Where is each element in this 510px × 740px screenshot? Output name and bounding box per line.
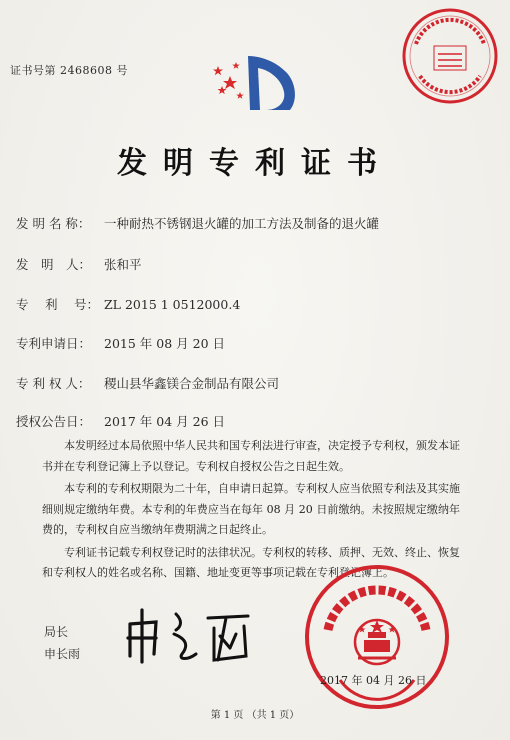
field-patentee bbox=[16, 374, 279, 392]
field-patent-number bbox=[16, 295, 240, 313]
certificate-number-label: 证书号第 bbox=[10, 64, 56, 77]
field-label: 发 明 人： bbox=[16, 257, 92, 272]
field-value: ZL 2015 1 0512000.4 bbox=[104, 297, 241, 312]
director-name: 申长雨 bbox=[44, 647, 81, 661]
field-label: 专利申请日： bbox=[16, 336, 92, 351]
field-label: 专 利 权 人： bbox=[16, 376, 91, 391]
issue-date: 2017 年 04 月 26 日 bbox=[320, 674, 427, 687]
field-grant-date bbox=[16, 412, 225, 430]
field-label: 授权公告日： bbox=[16, 414, 92, 429]
body-paragraph-1: 本发明经过本局依照中华人民共和国专利法进行审查，决定授予专利权，颁发本证书并在专利登记簿上予以登记。专利权自授权公告之日起生效。 bbox=[42, 439, 460, 473]
field-inventor bbox=[16, 255, 142, 273]
field-value: 2017 年 04 月 26 日 bbox=[104, 414, 225, 429]
page-number: 第 1 页 （共 1 页） bbox=[210, 710, 300, 721]
field-application-date bbox=[16, 334, 225, 352]
field-invention-name bbox=[16, 214, 379, 232]
director-signature bbox=[118, 604, 254, 666]
field-label: 发 明 名 称： bbox=[16, 216, 91, 231]
field-label: 专 利 号： bbox=[16, 297, 99, 312]
agency-seal bbox=[398, 4, 502, 108]
field-value: 2015 年 08 月 20 日 bbox=[104, 336, 225, 351]
body-paragraph-3: 专利证书记载专利权登记时的法律状况。专利权的转移、质押、无效、终止、恢复和专利权人的姓名或名称、国籍、地址变更等事项记载在专利登记簿上。 bbox=[42, 545, 460, 579]
certificate-number-value: 2468608 bbox=[60, 64, 113, 77]
document-title: 发明专利证书 bbox=[117, 146, 393, 181]
field-value: 稷山县华鑫镁合金制品有限公司 bbox=[104, 376, 280, 391]
certificate-number-suffix: 号 bbox=[116, 64, 128, 77]
patent-office-logo bbox=[200, 48, 310, 118]
director-title: 局长 bbox=[44, 625, 69, 639]
certificate-number bbox=[10, 62, 128, 78]
office-seal bbox=[300, 560, 454, 714]
field-value: 一种耐热不锈钢退火罐的加工方法及制备的退火罐 bbox=[104, 216, 380, 231]
field-value: 张和平 bbox=[104, 257, 142, 272]
body-paragraph-2: 本专利的专利权期限为二十年，自申请日起算。专利权人应当依照专利法及其实施细则规定缴纳年费。本专利的年费应当在每年 08 月 20 日前缴纳。未按照规定缴纳年费的，专利权自应当缴纳年费期满之日起终止。 bbox=[42, 482, 460, 536]
